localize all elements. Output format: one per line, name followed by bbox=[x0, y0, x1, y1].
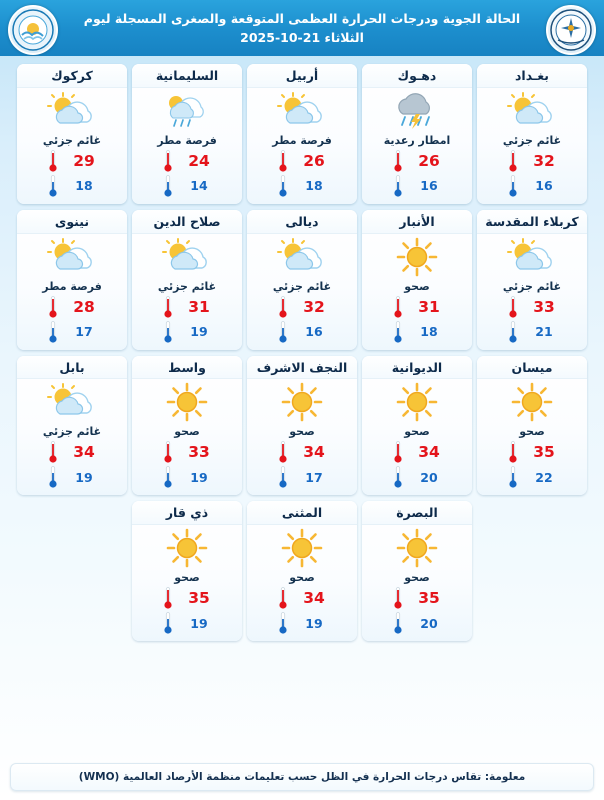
min-temp: 20 bbox=[420, 615, 438, 631]
forecast-row bbox=[6, 210, 598, 350]
temperatures bbox=[362, 440, 472, 489]
city-card[interactable] bbox=[132, 64, 242, 204]
max-temp: 28 bbox=[73, 297, 95, 316]
thermometer-icon bbox=[163, 586, 173, 610]
meteorology-seal-logo bbox=[8, 5, 58, 55]
forecast-row bbox=[6, 501, 598, 641]
thermometer-icon bbox=[278, 320, 288, 344]
city-card[interactable] bbox=[477, 356, 587, 496]
max-temp-line bbox=[259, 586, 345, 610]
city-name: نينوى bbox=[17, 210, 127, 234]
max-temp: 35 bbox=[533, 443, 555, 462]
max-temp-line bbox=[144, 440, 230, 464]
sunny-icon bbox=[279, 381, 325, 423]
temperatures bbox=[247, 149, 357, 198]
forecast-row bbox=[6, 356, 598, 496]
thermometer-icon bbox=[163, 320, 173, 344]
min-temp-line bbox=[144, 465, 230, 489]
condition-text: غائم جزئي bbox=[502, 279, 562, 293]
thermometer-icon bbox=[508, 440, 518, 464]
thermometer-icon bbox=[508, 174, 518, 198]
thermometer-icon bbox=[393, 320, 403, 344]
thermometer-icon bbox=[48, 295, 58, 319]
max-temp: 31 bbox=[188, 297, 210, 316]
thermometer-icon bbox=[48, 149, 58, 173]
condition-text: صحو bbox=[404, 279, 430, 293]
city-name: صلاح الدين bbox=[132, 210, 242, 234]
min-temp-line bbox=[374, 611, 460, 635]
min-temp-line bbox=[489, 174, 575, 198]
thermometer-icon bbox=[393, 295, 403, 319]
partly-cloudy-icon bbox=[504, 236, 560, 278]
thermometer-icon bbox=[508, 149, 518, 173]
condition-text: فرصة مطر bbox=[272, 133, 332, 147]
city-name: بابل bbox=[17, 356, 127, 380]
partly-cloudy-icon bbox=[44, 381, 100, 423]
min-temp: 14 bbox=[190, 178, 208, 194]
thermometer-icon bbox=[48, 174, 58, 198]
min-temp: 16 bbox=[535, 178, 553, 194]
partly-cloudy-icon bbox=[159, 236, 215, 278]
sunny-icon bbox=[394, 527, 440, 569]
page-title: الحالة الجوية ودرجات الحرارة العظمى المتوقعة والصغرى المسجلة ليوم الثلاثاء 21-10-2025 bbox=[83, 10, 521, 45]
max-temp-line bbox=[259, 149, 345, 173]
min-temp-line bbox=[259, 465, 345, 489]
page-header bbox=[0, 0, 604, 56]
condition-text: صحو bbox=[404, 425, 430, 439]
condition-text: غائم جزئي bbox=[502, 133, 562, 147]
max-temp-line bbox=[259, 295, 345, 319]
thermometer-icon bbox=[278, 295, 288, 319]
temperatures bbox=[17, 295, 127, 344]
temperatures bbox=[17, 440, 127, 489]
ministry-emblem-logo bbox=[546, 5, 596, 55]
forecast-row bbox=[6, 64, 598, 204]
thermometer-icon bbox=[278, 174, 288, 198]
city-name: أربيل bbox=[247, 64, 357, 88]
sunny-icon bbox=[279, 527, 325, 569]
temperatures bbox=[362, 149, 472, 198]
city-card[interactable] bbox=[362, 501, 472, 641]
partly-cloudy-icon bbox=[44, 236, 100, 278]
max-temp: 33 bbox=[188, 443, 210, 462]
city-name: ذي قار bbox=[132, 501, 242, 525]
thermometer-icon bbox=[163, 174, 173, 198]
city-name: النجف الاشرف bbox=[247, 356, 357, 380]
min-temp-line bbox=[144, 320, 230, 344]
max-temp: 34 bbox=[303, 443, 325, 462]
max-temp: 35 bbox=[188, 589, 210, 607]
condition-text: غائم جزئي bbox=[42, 133, 102, 147]
thermometer-icon bbox=[393, 174, 403, 198]
min-temp: 16 bbox=[305, 324, 323, 339]
max-temp: 34 bbox=[73, 443, 95, 462]
condition-text: امطار رعدية bbox=[383, 133, 451, 147]
max-temp: 29 bbox=[73, 151, 95, 170]
city-name: الأنبار bbox=[362, 210, 472, 234]
max-temp-line bbox=[144, 149, 230, 173]
thermometer-icon bbox=[163, 611, 173, 635]
city-card[interactable] bbox=[477, 64, 587, 204]
thermometer-icon bbox=[393, 440, 403, 464]
condition-text: غائم جزئي bbox=[272, 279, 332, 293]
temperatures bbox=[247, 295, 357, 344]
condition-text: صحو bbox=[519, 425, 545, 439]
max-temp-line bbox=[29, 295, 115, 319]
thermometer-icon bbox=[163, 440, 173, 464]
city-card[interactable] bbox=[362, 210, 472, 350]
city-name: دهـوك bbox=[362, 64, 472, 88]
thermometer-icon bbox=[393, 149, 403, 173]
footer-note: معلومة: تقاس درجات الحرارة في الظل حسب تعليمات منظمة الأرصاد العالمية (WMO) bbox=[10, 763, 594, 791]
min-temp: 17 bbox=[75, 324, 93, 339]
city-card[interactable] bbox=[247, 64, 357, 204]
thermometer-icon bbox=[48, 465, 58, 489]
max-temp-line bbox=[374, 586, 460, 610]
min-temp-line bbox=[374, 174, 460, 198]
city-name: ميسان bbox=[477, 356, 587, 380]
thunderstorm-rain-icon bbox=[389, 90, 445, 132]
rain-shower-icon bbox=[159, 90, 215, 132]
max-temp-line bbox=[259, 440, 345, 464]
city-name: واسط bbox=[132, 356, 242, 380]
max-temp: 24 bbox=[188, 151, 210, 170]
min-temp-line bbox=[259, 174, 345, 198]
city-name: كركوك bbox=[17, 64, 127, 88]
max-temp: 32 bbox=[533, 151, 555, 170]
min-temp-line bbox=[29, 174, 115, 198]
thermometer-icon bbox=[393, 465, 403, 489]
city-card[interactable] bbox=[17, 356, 127, 496]
min-temp: 19 bbox=[190, 324, 208, 339]
temperatures bbox=[132, 440, 242, 489]
max-temp: 26 bbox=[418, 151, 440, 170]
thermometer-icon bbox=[278, 586, 288, 610]
condition-text: صحو bbox=[289, 571, 315, 584]
max-temp-line bbox=[374, 295, 460, 319]
min-temp-line bbox=[259, 320, 345, 344]
condition-text: فرصة مطر bbox=[42, 279, 102, 293]
thermometer-icon bbox=[508, 295, 518, 319]
min-temp-line bbox=[144, 611, 230, 635]
condition-text: صحو bbox=[289, 425, 315, 439]
city-name: المثنى bbox=[247, 501, 357, 525]
city-card[interactable] bbox=[247, 501, 357, 641]
min-temp-line bbox=[374, 320, 460, 344]
min-temp-line bbox=[489, 320, 575, 344]
temperatures bbox=[477, 149, 587, 198]
city-name: الديوانية bbox=[362, 356, 472, 380]
min-temp: 18 bbox=[420, 324, 438, 339]
partly-cloudy-icon bbox=[274, 236, 330, 278]
max-temp-line bbox=[29, 149, 115, 173]
city-card[interactable] bbox=[362, 64, 472, 204]
min-temp: 19 bbox=[190, 469, 208, 485]
city-name: السليمانية bbox=[132, 64, 242, 88]
max-temp-line bbox=[374, 149, 460, 173]
temperatures bbox=[247, 440, 357, 489]
partly-cloudy-icon bbox=[274, 90, 330, 132]
max-temp-line bbox=[144, 586, 230, 610]
sunny-icon bbox=[164, 381, 210, 423]
city-card[interactable] bbox=[132, 210, 242, 350]
temperatures bbox=[132, 149, 242, 198]
max-temp-line bbox=[489, 149, 575, 173]
sunny-icon bbox=[164, 527, 210, 569]
thermometer-icon bbox=[163, 465, 173, 489]
max-temp-line bbox=[144, 295, 230, 319]
thermometer-icon bbox=[393, 586, 403, 610]
forecast-board bbox=[0, 56, 604, 641]
max-temp: 33 bbox=[533, 297, 555, 316]
partly-cloudy-icon bbox=[44, 90, 100, 132]
temperatures bbox=[477, 295, 587, 344]
min-temp: 17 bbox=[305, 469, 323, 485]
min-temp: 16 bbox=[420, 178, 438, 194]
condition-text: فرصة مطر bbox=[157, 133, 217, 147]
city-name: بغـداد bbox=[477, 64, 587, 88]
temperatures bbox=[132, 295, 242, 344]
thermometer-icon bbox=[508, 465, 518, 489]
condition-text: صحو bbox=[174, 425, 200, 439]
max-temp: 34 bbox=[303, 589, 325, 607]
condition-text: صحو bbox=[174, 571, 200, 584]
temperatures bbox=[477, 440, 587, 489]
city-card[interactable] bbox=[17, 210, 127, 350]
city-card[interactable] bbox=[362, 356, 472, 496]
min-temp-line bbox=[29, 465, 115, 489]
thermometer-icon bbox=[278, 440, 288, 464]
temperatures bbox=[132, 586, 242, 635]
partly-cloudy-icon bbox=[504, 90, 560, 132]
thermometer-icon bbox=[278, 149, 288, 173]
min-temp-line bbox=[144, 174, 230, 198]
max-temp-line bbox=[489, 440, 575, 464]
thermometer-icon bbox=[508, 320, 518, 344]
min-temp: 21 bbox=[535, 324, 553, 339]
thermometer-icon bbox=[48, 440, 58, 464]
city-name: ديالى bbox=[247, 210, 357, 234]
thermometer-icon bbox=[393, 611, 403, 635]
min-temp: 18 bbox=[75, 178, 93, 194]
max-temp: 34 bbox=[418, 443, 440, 462]
condition-text: غائم جزئي bbox=[42, 425, 102, 439]
min-temp-line bbox=[374, 465, 460, 489]
city-name: كربلاء المقدسة bbox=[477, 210, 587, 234]
max-temp: 31 bbox=[418, 297, 440, 316]
thermometer-icon bbox=[278, 611, 288, 635]
min-temp: 18 bbox=[305, 178, 323, 194]
thermometer-icon bbox=[163, 149, 173, 173]
city-name: البصرة bbox=[362, 501, 472, 525]
max-temp: 26 bbox=[303, 151, 325, 170]
temperatures bbox=[17, 149, 127, 198]
min-temp: 19 bbox=[75, 469, 93, 485]
sunny-icon bbox=[394, 381, 440, 423]
thermometer-icon bbox=[278, 465, 288, 489]
max-temp-line bbox=[29, 440, 115, 464]
max-temp-line bbox=[489, 295, 575, 319]
city-card[interactable] bbox=[132, 501, 242, 641]
min-temp-line bbox=[489, 465, 575, 489]
sunny-icon bbox=[509, 381, 555, 423]
min-temp-line bbox=[29, 320, 115, 344]
temperatures bbox=[247, 586, 357, 635]
city-card[interactable] bbox=[477, 210, 587, 350]
min-temp-line bbox=[259, 611, 345, 635]
min-temp: 19 bbox=[190, 615, 208, 631]
temperatures bbox=[362, 295, 472, 344]
min-temp: 22 bbox=[535, 469, 553, 485]
city-card[interactable] bbox=[247, 210, 357, 350]
condition-text: غائم جزئي bbox=[157, 279, 217, 293]
thermometer-icon bbox=[163, 295, 173, 319]
condition-text: صحو bbox=[404, 571, 430, 584]
max-temp-line bbox=[374, 440, 460, 464]
max-temp: 35 bbox=[418, 589, 440, 607]
max-temp: 32 bbox=[303, 297, 325, 316]
min-temp: 20 bbox=[420, 469, 438, 485]
min-temp: 19 bbox=[305, 615, 323, 631]
thermometer-icon bbox=[48, 320, 58, 344]
sunny-icon bbox=[394, 236, 440, 278]
temperatures bbox=[362, 586, 472, 635]
city-card[interactable] bbox=[247, 356, 357, 496]
city-card[interactable] bbox=[132, 356, 242, 496]
city-card[interactable] bbox=[17, 64, 127, 204]
